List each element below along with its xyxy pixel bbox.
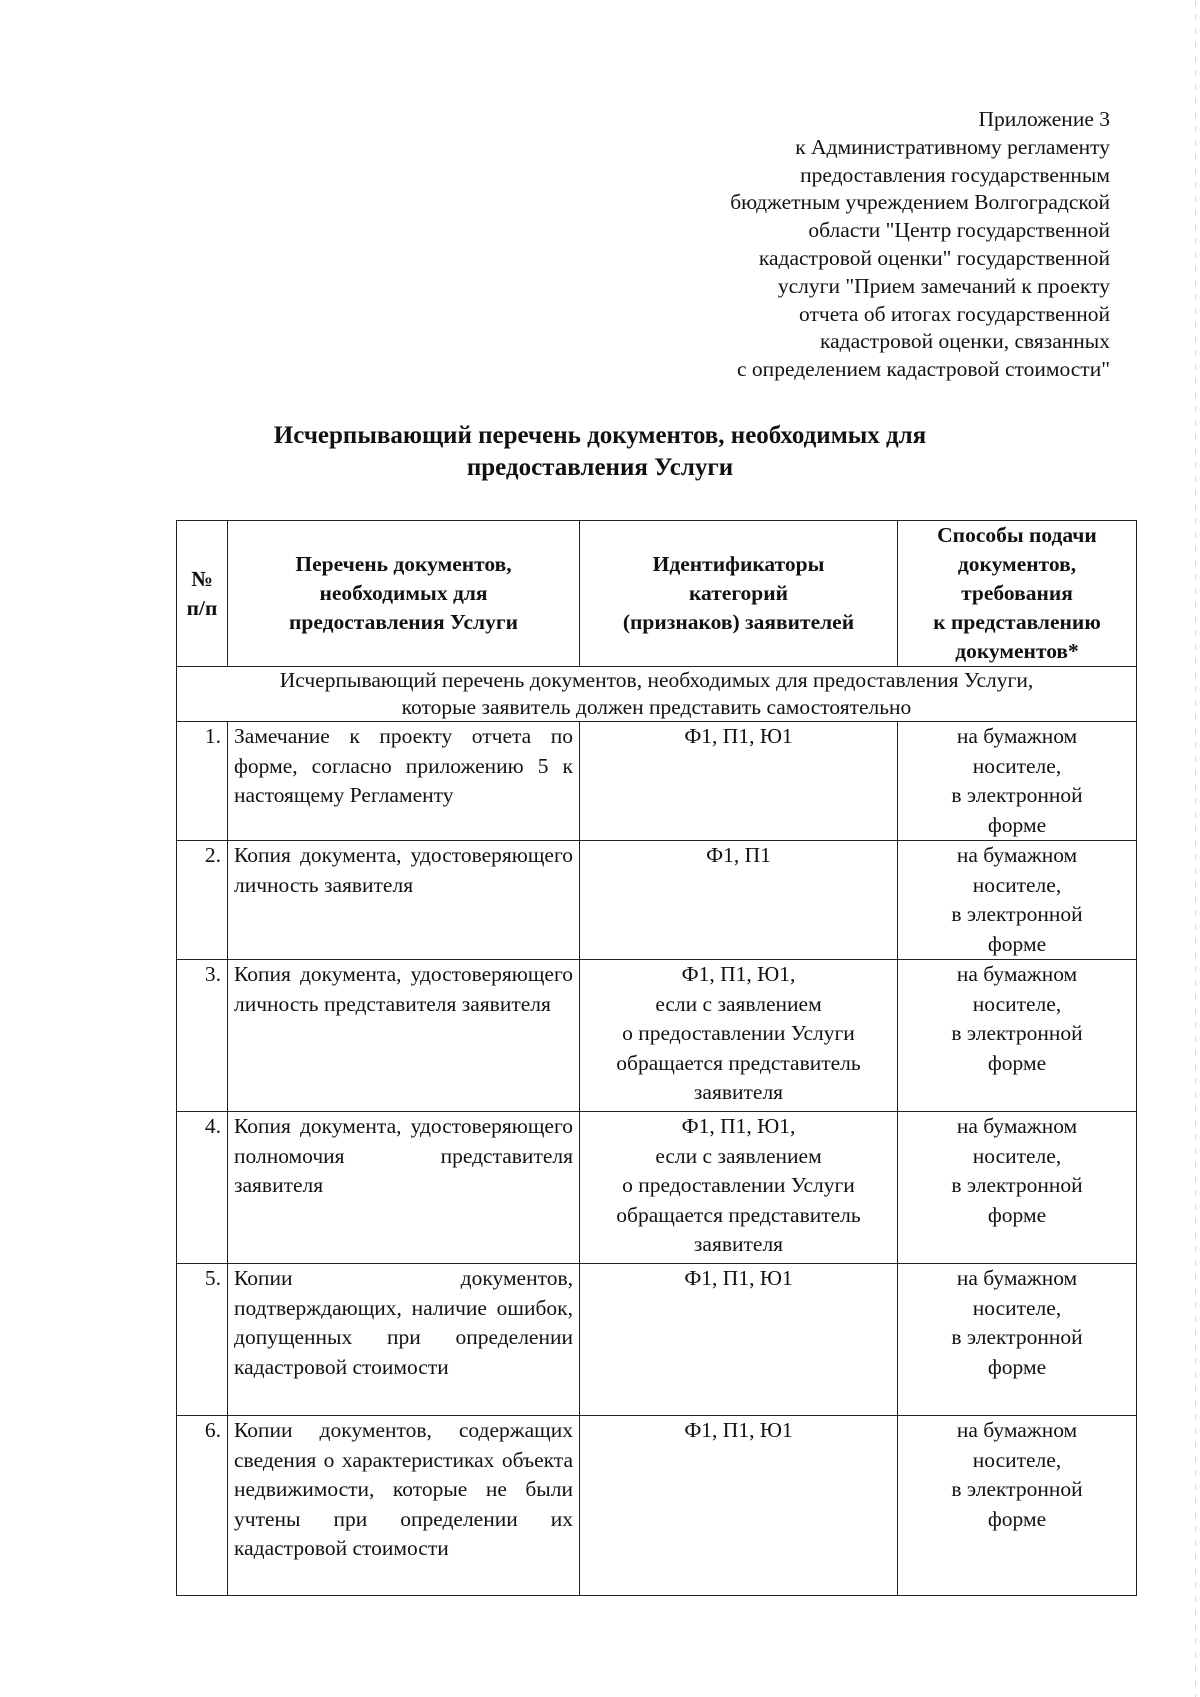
table-row [177,1416,1137,1596]
table-header-row [177,521,1137,667]
scan-edge [1195,0,1196,1697]
identifier-line: о предоставлении Услуги [622,1021,855,1045]
method-line: в электронной [951,1021,1083,1045]
method-line: носителе, [972,1143,1062,1168]
appendix-line: отчета об итогах государственной [799,301,1110,326]
table-row [177,960,1137,1112]
appendix-line: бюджетным учреждением Волгоградской [730,190,1110,215]
header-identifiers [580,521,898,667]
identifier-line: Ф1, П1, Ю1, [681,962,796,986]
row-methods [898,1416,1137,1596]
method-line: на бумажном [956,962,1078,986]
method-line: носителе, [972,1447,1062,1472]
row-methods [898,841,1137,960]
section-line: Исчерпывающий перечень документов, необходимых для предоставления Услуги, [279,668,1034,692]
documents-table [176,520,1137,1596]
appendix-line: к Административному регламенту [795,134,1110,159]
method-line: носителе, [972,1295,1062,1320]
header-line: Способы подачи [937,523,1097,547]
method-line: в электронной [951,1325,1083,1349]
appendix-line: предоставления государственным [800,162,1110,187]
header-methods [898,521,1137,667]
method-line: на бумажном [956,1418,1078,1442]
method-line: на бумажном [956,724,1078,748]
header-line: требования [961,581,1073,605]
method-line: в электронной [951,783,1083,807]
method-line: на бумажном [956,843,1078,867]
method-line: в электронной [951,902,1083,926]
title-line-2: предоставления Услуги [466,454,734,481]
identifier-line: Ф1, П1, Ю1 [684,724,793,748]
row-number: 4. [177,1112,228,1264]
method-line: на бумажном [956,1114,1078,1138]
row-identifiers [580,1112,898,1264]
method-line: в электронной [951,1173,1083,1197]
row-identifiers [580,1264,898,1416]
header-documents [228,521,580,667]
method-line: форме [987,931,1047,956]
identifier-line: если с заявлением [655,991,822,1016]
header-line: категорий [688,581,789,605]
document-title [0,420,1200,484]
appendix-line: области "Центр государственной [808,218,1110,243]
title-line-1: Исчерпывающий перечень документов, необходимых для [273,422,927,449]
header-line: документов* [955,639,1079,663]
identifier-line: Ф1, П1 [706,843,771,867]
identifier-line: обращается представитель [616,1202,861,1227]
row-document: Копии документов, подтверждающих, наличие ошибок, допущенных при определении кадастровой стоимости [228,1264,580,1416]
identifier-line: обращается представитель [616,1050,861,1075]
header-line: п/п [186,595,218,620]
row-methods [898,960,1137,1112]
row-identifiers [580,841,898,960]
row-document: Копия документа, удостоверяющего личность заявителя [228,841,580,960]
identifier-line: заявителя [693,1232,784,1256]
row-methods [898,722,1137,841]
appendix-line: кадастровой оценки, связанных [819,329,1110,354]
method-line: форме [987,812,1047,837]
appendix-line: с определением кадастровой стоимости" [737,357,1110,382]
method-line: форме [987,1050,1047,1075]
method-line: форме [987,1506,1047,1531]
row-number: 1. [177,722,228,841]
method-line: в электронной [951,1477,1083,1501]
row-number: 3. [177,960,228,1112]
section-row [177,667,1137,722]
row-document: Замечание к проекту отчета по форме, согласно приложению 5 к настоящему Регламенту [228,722,580,841]
row-document: Копия документа, удостоверяющего личность представителя заявителя [228,960,580,1112]
header-line: документов, [957,552,1077,576]
header-line: Идентификаторы [652,552,825,576]
identifier-line: о предоставлении Услуги [622,1173,855,1197]
section-cell [177,667,1137,722]
row-methods [898,1264,1137,1416]
row-methods [898,1112,1137,1264]
row-identifiers [580,960,898,1112]
method-line: носителе, [972,753,1062,778]
method-line: носителе, [972,991,1062,1016]
header-line: предоставления Услуги [288,610,519,634]
identifier-line: Ф1, П1, Ю1 [684,1418,793,1442]
method-line: на бумажном [956,1266,1078,1290]
row-identifiers [580,722,898,841]
table-row [177,722,1137,841]
row-document: Копия документа, удостоверяющего полномочия представителя заявителя [228,1112,580,1264]
header-line: к представлению [933,610,1101,634]
method-line: форме [987,1202,1047,1227]
method-line: носителе, [972,872,1062,897]
table-row [177,1264,1137,1416]
method-line: форме [987,1354,1047,1379]
row-document: Копии документов, содержащих сведения о характеристиках объекта недвижимости, которые не были учтены при определении их кадастровой стоимости [228,1416,580,1596]
appendix-header [510,106,1110,384]
row-number: 2. [177,841,228,960]
header-line: (признаков) заявителей [622,610,855,634]
identifier-line: заявителя [693,1080,784,1104]
section-line: которые заявитель должен представить самостоятельно [401,695,912,719]
identifier-line: Ф1, П1, Ю1 [684,1266,793,1290]
header-num [177,521,228,667]
header-line: № [191,566,213,591]
appendix-line: услуги "Прием замечаний к проекту [777,273,1110,298]
table-row [177,841,1137,960]
header-line: необходимых для [319,581,488,605]
row-number: 5. [177,1264,228,1416]
appendix-line: Приложение 3 [978,107,1110,131]
table-row [177,1112,1137,1264]
identifier-line: если с заявлением [655,1143,822,1168]
appendix-line: кадастровой оценки" государственной [758,245,1110,270]
row-identifiers [580,1416,898,1596]
header-line: Перечень документов, [295,552,512,576]
row-number: 6. [177,1416,228,1596]
identifier-line: Ф1, П1, Ю1, [681,1114,796,1138]
